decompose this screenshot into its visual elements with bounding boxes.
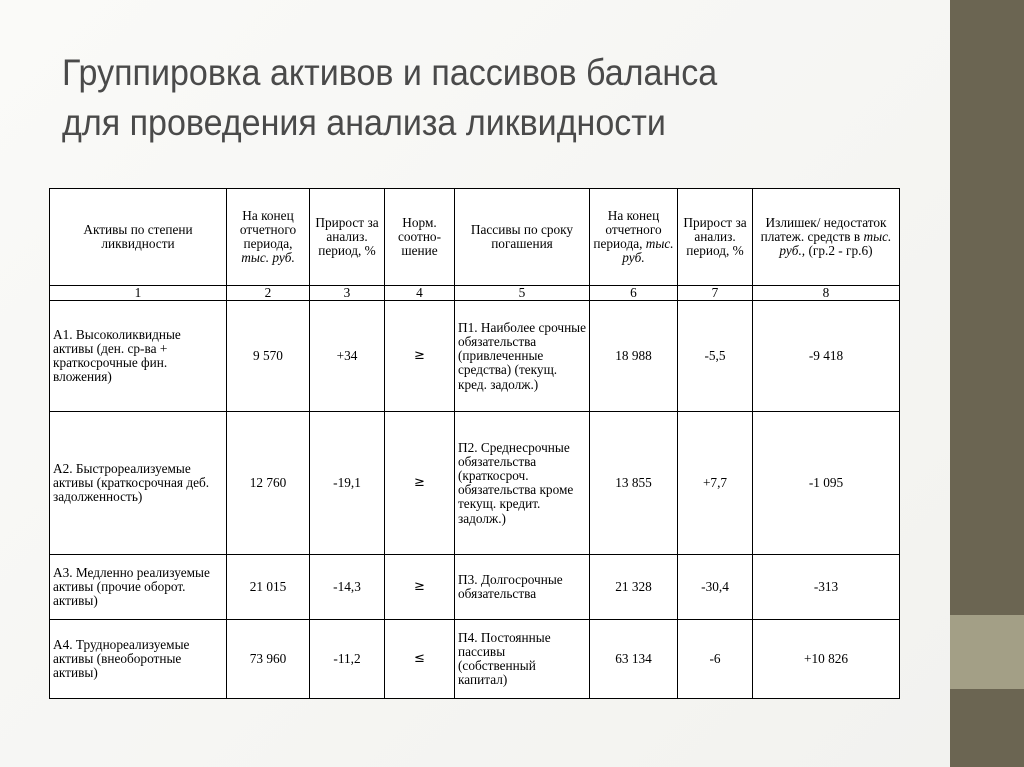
liability-value: 18 988 (590, 301, 678, 412)
liability-group: П1. Наиболее срочные обязательства (привлеченные средства) (текущ. кред. задолж.) (455, 301, 590, 412)
asset-value: 12 760 (227, 412, 310, 555)
header-norm: Норм. соотно-шение (385, 189, 455, 286)
column-number: 4 (385, 286, 455, 301)
asset-growth: +34 (310, 301, 385, 412)
liability-group: П3. Долгосрочные обязательства (455, 555, 590, 620)
norm-symbol: ≤ (385, 620, 455, 699)
slide-title-line-1: Группировка активов и пассивов баланса (62, 52, 718, 93)
column-number: 2 (227, 286, 310, 301)
header-assets: Активы по степени ликвидности (50, 189, 227, 286)
asset-value: 9 570 (227, 301, 310, 412)
asset-group: А2. Быстрореализуемые активы (краткосрочная деб. задолженность) (50, 412, 227, 555)
surplus-value: -313 (753, 555, 900, 620)
sidebar-decor-top (950, 0, 1024, 615)
header-liability-value: На конец отчетного периода, тыс. руб. (590, 189, 678, 286)
surplus-value: -1 095 (753, 412, 900, 555)
sidebar-decor-accent (950, 615, 1024, 689)
column-number: 1 (50, 286, 227, 301)
surplus-value: +10 826 (753, 620, 900, 699)
asset-growth: -14,3 (310, 555, 385, 620)
asset-value: 21 015 (227, 555, 310, 620)
liability-value: 63 134 (590, 620, 678, 699)
norm-symbol: ≥ (385, 301, 455, 412)
column-number: 5 (455, 286, 590, 301)
liability-growth: -6 (678, 620, 753, 699)
liquidity-table (49, 188, 900, 699)
asset-value: 73 960 (227, 620, 310, 699)
table-header-row (50, 189, 900, 286)
liability-growth: -5,5 (678, 301, 753, 412)
header-asset-value: На конец отчетного периода, тыс. руб. (227, 189, 310, 286)
header-surplus: Излишек/ недостаток платеж. средств в тыс. руб., (гр.2 - гр.6) (753, 189, 900, 286)
asset-group: А3. Медленно реализуемые активы (прочие оборот. активы) (50, 555, 227, 620)
liability-value: 13 855 (590, 412, 678, 555)
liability-group: П4. Постоянные пассивы (собственный капитал) (455, 620, 590, 699)
sidebar-decor-bottom (950, 689, 1024, 767)
table-row (50, 301, 900, 412)
asset-group: А1. Высоколиквидные активы (ден. ср-ва + краткосрочные фин. вложения) (50, 301, 227, 412)
header-asset-growth: Прирост за анализ. период, % (310, 189, 385, 286)
column-number: 3 (310, 286, 385, 301)
asset-group: А4. Труднореализуемые активы (внеоборотные активы) (50, 620, 227, 699)
table-row (50, 620, 900, 699)
column-number: 8 (753, 286, 900, 301)
table-row (50, 412, 900, 555)
header-liabilities: Пассивы по сроку погашения (455, 189, 590, 286)
table-row (50, 555, 900, 620)
surplus-value: -9 418 (753, 301, 900, 412)
asset-growth: -19,1 (310, 412, 385, 555)
column-number: 6 (590, 286, 678, 301)
liability-value: 21 328 (590, 555, 678, 620)
slide-title (62, 48, 853, 148)
asset-growth: -11,2 (310, 620, 385, 699)
norm-symbol: ≥ (385, 555, 455, 620)
header-liability-growth: Прирост за анализ. период, % (678, 189, 753, 286)
slide-title-line-2: для проведения анализа ликвидности (62, 102, 666, 143)
liability-growth: -30,4 (678, 555, 753, 620)
liability-growth: +7,7 (678, 412, 753, 555)
liability-group: П2. Среднесрочные обязательства (краткосроч. обязательства кроме текущ. кредит. задолж.) (455, 412, 590, 555)
column-number-row (50, 286, 900, 301)
norm-symbol: ≥ (385, 412, 455, 555)
column-number: 7 (678, 286, 753, 301)
